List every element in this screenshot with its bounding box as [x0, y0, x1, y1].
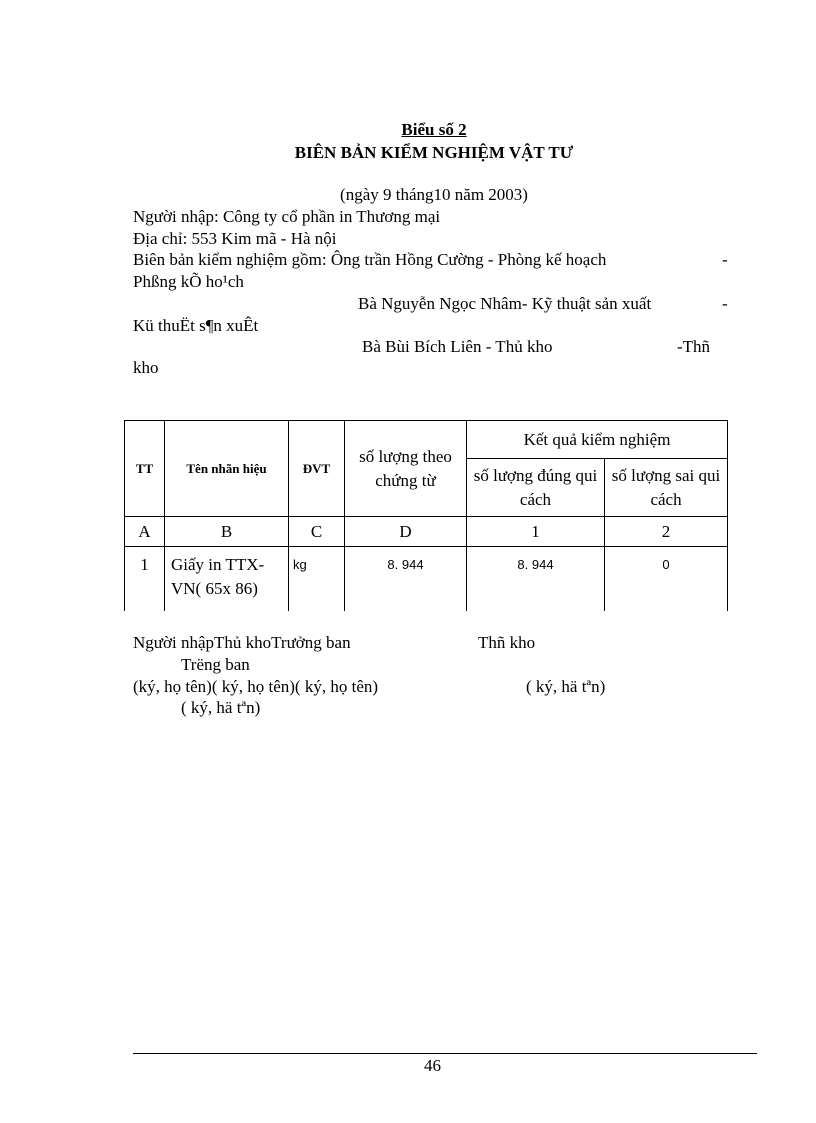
- document-date: (ngày 9 tháng10 năm 2003): [340, 185, 528, 204]
- committee-line2: Phßng kÕ ho¹ch: [133, 272, 244, 291]
- code-c: C: [289, 517, 345, 547]
- member-3: Bà Bùi Bích Liên - Thủ kho: [362, 337, 553, 356]
- address-line: Địa chỉ: 553 Kim mã - Hà nội: [133, 229, 337, 248]
- signature-notes-line2: ( ký, hä tªn): [181, 698, 261, 717]
- table-row: [125, 547, 728, 611]
- signature-notes-right: ( ký, hä tªn): [526, 677, 606, 696]
- member-2: Bà Nguyễn Ngọc Nhâm- Kỹ thuật sản xuất: [358, 294, 652, 313]
- signature-notes: (ký, họ tên)( ký, họ tên)( ký, họ tên): [133, 677, 379, 696]
- footer-divider: [133, 1053, 757, 1054]
- page-number: 46: [424, 1056, 441, 1075]
- importer-line: Người nhập: Công ty cổ phần in Thương mại: [133, 207, 441, 226]
- code-b: B: [165, 517, 289, 547]
- committee-intro: Biên bản kiểm nghiệm gồm: Ông trần Hồng Cường - Phòng kế hoạch: [133, 250, 607, 269]
- row-name: Giấy in TTX-VN( 65x 86): [165, 547, 289, 611]
- committee-dash: -: [722, 250, 728, 269]
- row-tt: 1: [125, 547, 165, 611]
- header-qty-ok: số lượng đúng qui cách: [467, 459, 605, 517]
- code-d: D: [345, 517, 467, 547]
- row-qty-doc: 8. 944: [345, 547, 467, 611]
- member-2-line2: Kü thuËt s¶n xuÊt: [133, 316, 259, 335]
- document-title: BIÊN BẢN KIỂM NGHIỆM VẬT TƯ: [294, 143, 574, 162]
- row-qty-bad: 0: [605, 547, 728, 611]
- header-result-group: Kết quả kiểm nghiệm: [467, 421, 728, 459]
- member-3-tail: -Thñ: [677, 337, 711, 356]
- signature-roles-line2: Trëng ban: [181, 655, 250, 674]
- inspection-table: [124, 420, 728, 611]
- header-name: Tên nhãn hiệu: [165, 421, 289, 517]
- header-qty-doc: số lượng theo chứng từ: [345, 421, 467, 517]
- member-2-dash: -: [722, 294, 728, 313]
- header-unit: ĐVT: [289, 421, 345, 517]
- signature-roles: Người nhậpThủ khoTrưởng ban: [133, 633, 351, 652]
- member-3-line2: kho: [133, 358, 159, 377]
- code-1: 1: [467, 517, 605, 547]
- header-tt: TT: [125, 421, 165, 517]
- code-2: 2: [605, 517, 728, 547]
- signature-roles-right: Thñ kho: [478, 633, 536, 652]
- form-label: Biểu số 2: [401, 120, 467, 139]
- row-unit: kg: [289, 547, 345, 611]
- row-qty-ok: 8. 944: [467, 547, 605, 611]
- header-qty-bad: số lượng sai qui cách: [605, 459, 728, 517]
- code-a: A: [125, 517, 165, 547]
